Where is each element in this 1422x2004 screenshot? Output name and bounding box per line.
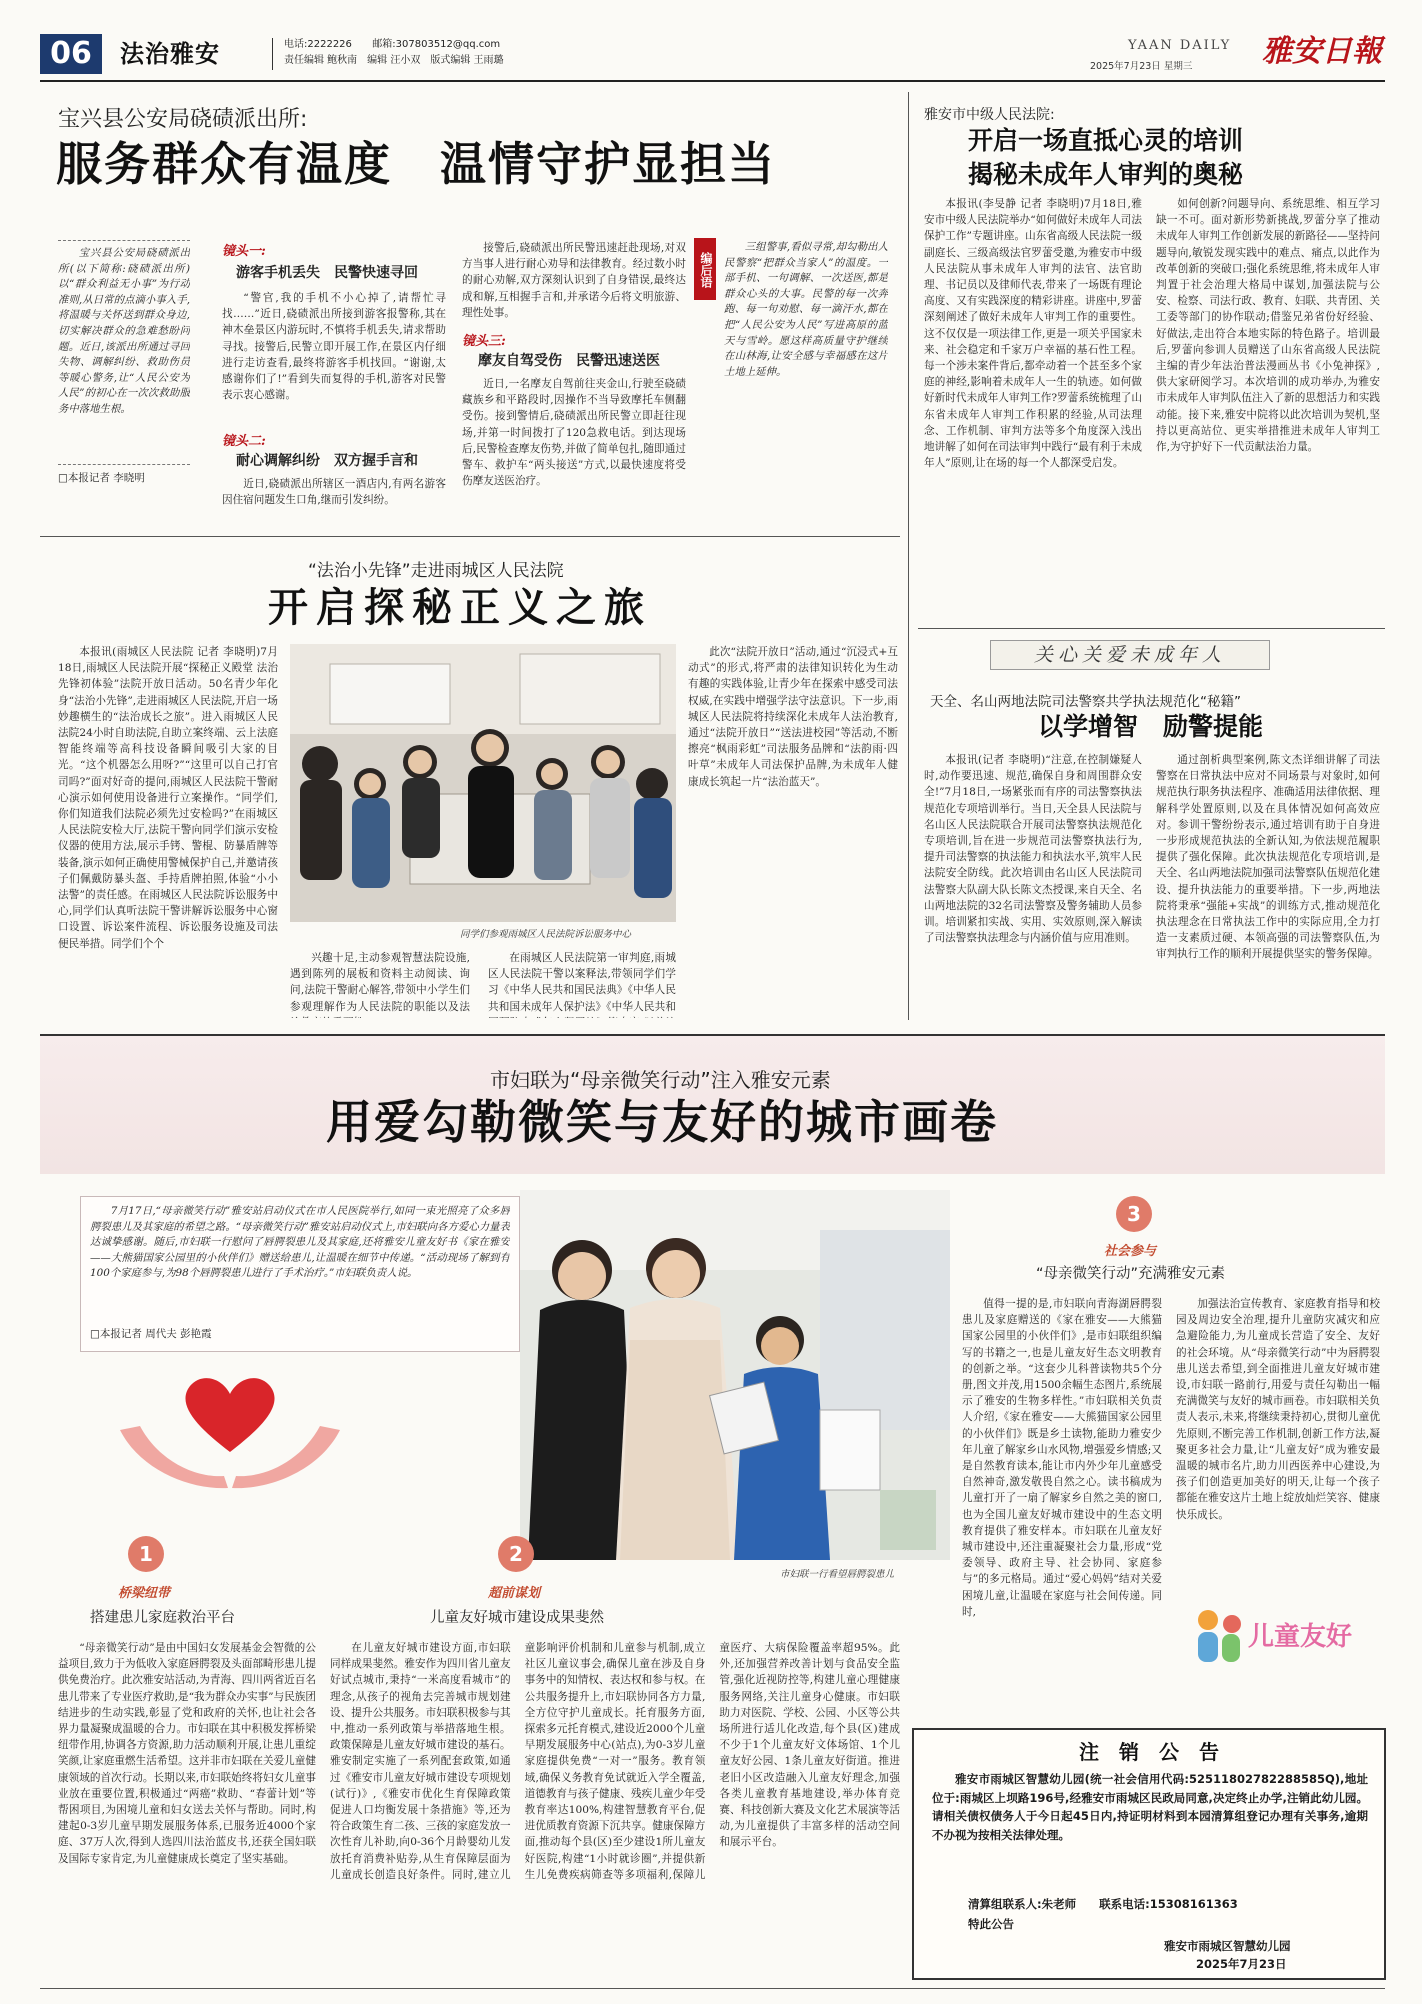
scene3-head: [462, 330, 506, 349]
notice-signer: 雅安市雨城区智慧幼儿园: [1164, 1939, 1291, 1953]
editor-note-tag: 编后语: [694, 238, 716, 300]
scene2-label: 镜头二:: [222, 434, 266, 449]
story5-lead: 7月17日,“母亲微笑行动”雅安站启动仪式在市人民医院举行,如同一束光照亮了众多唇腭裂患儿及其家庭的希望之路。“母亲微笑行动”雅安站启动仪式上,市妇联向各方爱心力量表达诚挚感谢。随后,市妇联一行慰问了唇腭裂患儿及其家庭,还将雅安儿童友好书《家在雅安——大熊猫国家公园里的小伙伴们》赠送给患儿,让温暖在细节中传递。“活动现场了解到有100个家庭参与,为98个唇腭裂患儿进行了手术治疗。”市妇联负责人说。: [90, 1205, 510, 1280]
heart-hands-icon: [110, 1360, 350, 1500]
page-bottom-rule: [40, 1988, 1385, 1989]
part1-text: “母亲微笑行动”是由中国妇女发展基金会智微的公益项目,致力于为低收入家庭唇腭裂及头面部畸形患儿提供免费治疗。此次雅安站活动,为青海、四川两省近百名患儿带来了专业医疗救助,是“我为群众办实事”与民族团结进步的生动实践,彰显了党和政府的关怀,也让社会各界力量凝聚成温暖的合力。市妇联在其中积极发挥桥梁纽带作用,协调各方资源,助力活动顺利开展,让患儿重绽笑颜,让家庭重燃生活希望。这并非市妇联在关爱儿童健康领域的首次行动。长期以来,市妇联始终将妇女儿童事业放在重要位置,积极通过“两癌”救助、“春蕾计划”等帮困项目,为困境儿童和妇女送去关怀与帮助。同时,构建起0-3岁儿童早期发展服务体系,已服务近4000个家庭、37万人次,得到人选四川法治蓝皮书,还获全国妇联及国际专家肯定,为儿童健康成长奠定了坚实基础。: [58, 1642, 316, 1865]
phone: 电话:2222226: [284, 39, 352, 50]
story1-right-rule: [908, 92, 909, 1020]
story4-col1: 本报讯(记者 李晓明)“注意,在控制嫌疑人时,动作要迅速、规范,确保自身和周围群众安全!”7月18日,一场紧张而有序的司法警察执法规范化专项培训举行。当日,天全县人民法院与名山区人民法院联合开展司法警察执法规范化专项培训,旨在进一步规范司法警察执法行为,提升司法警察的执法能力和执法水平,筑牢人民法院安全防线。此次培训由名山区人民法院司法警察大队副大队长陈文杰授课,来自天全、名山两地法院的32名司法警察及警务辅助人员参训。培训紧扣实战、实用、实效原则,深入解读了司法警察执法理念与内涵价值与应用准则。: [924, 754, 1142, 945]
story1-lead: 宝兴县公安局硗碛派出所(以下简称:硗碛派出所)以“群众利益无小事”为行动准则,从日常的点滴小事入手,将温暖与关怀送到群众身边,切实解决群众的急难愁盼问题。近日,该派出所通过寻回失物、调解纠纷、救助伤员等暖心警务,让“人民公安为人民”的初心在一次次救助服务中落地生根。: [58, 247, 190, 415]
story3-col4: 此次“法院开放日”活动,通过“沉浸式+互动式”的形式,将严肃的法律知识转化为生动有趣的实践体验,让青少年在探索中感受司法权威,在实践中增强学法守法意识。下一步,雨城区人民法院将持续深化未成年人法治教育,通过“法院开放日”“送法进校园”等活动,不断擦亮“枫雨彩虹”司法服务品牌和“法韵雨·四叶草”未成年人司法保护品牌,为未成年人健康成长筑起一片“法治蓝天”。: [688, 646, 898, 788]
heart-hands-illustration: [110, 1360, 350, 1500]
story4-col2: 通过剖析典型案例,陈文杰详细讲解了司法警察在日常执法中应对不同场景与对象时,如何规范执行职务执法程序、准确适用法律依据、理解科学处置原则,以及在具体情况如何高效应对。参训干警纷纷表示,通过培训有助于自身进一步形成规范执法的全新认知,为依法规范履职提供了强化保障。此次执法规范化专项培训,是天全、名山两地法院加强司法警察队伍规范化建设、提升执法能力的重要举措。下一步,两地法院将秉承“强能+实战”的训练方式,推动规范化执法理念在日常执法工作中的实际应用,全力打造一支素质过硬、本领高强的司法警察队伍,为审判执行工作的顺利开展提供坚实的警务保障。: [1156, 754, 1380, 961]
story1-bottom-rule: [40, 536, 900, 537]
notice-special: 特此公告: [968, 1917, 1014, 1931]
court-visit-illustration: [290, 644, 676, 922]
story5-rule-top: [40, 1034, 1385, 1036]
story4-headline: 以学增智 励警提能: [1038, 712, 1264, 741]
child-friendly-text: 儿童友好: [1248, 1622, 1353, 1652]
part1-title: 搭建患儿家庭救治平台: [90, 1610, 235, 1626]
story1-kicker: 宝兴县公安局硗碛派出所:: [58, 107, 308, 132]
story3-col1: 本报讯(雨城区人民法院 记者 李晓明)7月18日,雨城区人民法院开展“探秘正义殿堂 法治先锋初体验”法院开放日活动。50名青少年化身“法治小先锋”,走进雨城区人民法院,开启一场妙趣横生的“法治成长之旅”。进入雨城区人民法院24小时自助法院,自助立案终端、云上法庭智能终端等高科技设备瞬间吸引大家的目光。“这个机器怎么用呀?”“这里可以自己打官司吗?”面对好奇的提问,雨城区人民法院干警耐心演示如何使用设备进行立案操作。“同学们,你们知道我们法院必须先过安检吗?”在雨城区人民法院安检大厅,法院干警向同学们演示安检仪器的使用方法,展示手铐、警棍、防暴盾牌等装备,演示如何正确使用警械保护自己,并邀请孩子们佩戴防暴头盔、手持盾牌拍照,体验“小小法警”的责任感。在雨城区人民法院诉讼服务中心,同学们认真听法院干警讲解诉讼服务中心窗口设置、诉讼案件流程、诉讼服务设施及司法便民举措。同学们个个: [58, 646, 278, 950]
notice-text: 雅安市雨城区智慧幼儿园(统一社会信用代码:52511802782288585Q),地址位于:雨城区上坝路196号,经雅安市雨城区民政局同意,决定终止办学,注销此幼儿园。请相关债权债务人于今日起45日内,持证明材料到本园清算组登记办理有关事务,逾期不办视为按相关法律处理。: [932, 1772, 1368, 1842]
notice-title: 注 销 公 告: [1079, 1740, 1219, 1764]
story3-headline: 开启探秘正义之旅: [268, 584, 652, 631]
story5-kicker: 市妇联为“母亲微笑行动”注入雅安元素: [490, 1068, 831, 1092]
banner-minors-text: 关心关爱未成年人: [1033, 644, 1226, 666]
email: 邮箱:307803512@qq.com: [372, 39, 501, 50]
story2-headline-1: 开启一场直抵心灵的培训: [968, 126, 1244, 155]
story1-lead-rule-bottom: [58, 464, 190, 465]
part3-title: “母亲微笑行动”充满雅安元素: [1036, 1266, 1226, 1282]
scene3-text: 近日,一名摩友自驾前往夹金山,行驶至硗碛藏族乡和平路段时,因操作不当导致摩托车侧翻受伤。接到警情后,硗碛派出所民警立即赶往现场,并第一时间拨打了120急救电话。到达现场后,民警检查摩友伤势,并做了简单包扎,随即通过警车、救护车“两头接送”方式,以最快速度将受伤摩友送医治疗。: [462, 378, 686, 488]
banner-minors: [990, 640, 1270, 670]
story1-byline: □本报记者 李晓明: [58, 472, 145, 484]
story2-col1: 本报讯(李旻静 记者 李晓明)7月18日,雅安市中级人民法院举办“如何做好未成年人司法保护工作”专题讲座。山东省高级人民法院一级副庭长、三级高级法官罗蕾受邀,为雅安市中级人民法院从事未成年人审判的法官、法官助理、书记员以及律师代表,带来了一场既有理论高度、又有实践深度的精彩讲座。讲座中,罗蕾深刻阐述了做好未成年人审判工作的重要性。这不仅仅是一项法律工作,更是一项关乎国家未来、社会稳定和千家万户幸福的基石性工程。每一个涉未案件背后,都牵动着一个甚至多个家庭的神经,影响着未成年人一生的轨迹。如何做好新时代未成年人审判工作?罗蕾系统梳理了山东省未成年人审判工作积累的经验,从司法理念、工作机制、审判方法等多个角度深入浅出地讲解了如何在司法审判中践行“最有利于未成年人”原则,让在场的每一个人都深受启发。: [924, 198, 1142, 470]
scene1-text: “警官,我的手机不小心掉了,请帮忙寻找……”近日,硗碛派出所接到游客报警称,其在神木垒景区内游玩时,不慎将手机丢失,请求帮助寻找。接警后,民警立即开展工作,在景区内仔细进行走访查看,最终将游客手机找回。“谢谢,太感谢你们了!”看到失而复得的手机,游客对民警表示衷心感谢。: [222, 292, 446, 402]
contact-line: [284, 38, 500, 52]
scene1-label: 镜头一:: [222, 244, 266, 259]
part3-col1: 值得一提的是,市妇联向青海湖唇腭裂患儿及家庭赠送的《家在雅安——大熊猫国家公园里的小伙伴们》,是市妇联组织编写的书籍之一,也是儿童友好生态文明教育的创新之举。“这套少儿科普读物共5个分册,图文并茂,用1500余幅生态图片,系统展示了雅安的生物多样性。”市妇联相关负责人介绍,《家在雅安——大熊猫国家公园里的小伙伴们》既是乡土读物,能助力雅安少年儿童了解家乡山水风物,增强爱乡情感;又是自然教育读本,能让市内外少年儿童感受自然神奇,激发敬畏自然之心。读书稿成为儿童打开了一扇了解家乡自然之美的窗口,也为全国儿童友好城市建设中的生态文明教育提供了雅安样本。市妇联在儿童友好城市建设中,还注重凝聚社会力量,形成“党委领导、政府主导、社会协同、家庭参与”的多元格局。通过“爱心妈妈”结对关爱困境儿童,让温暖在家庭与社会间传递。同时,: [962, 1298, 1162, 1618]
paper-en: YAAN DAILY: [1128, 38, 1232, 53]
story5-byline: □本报记者 周代夫 彭艳霞: [90, 1328, 212, 1340]
page-number: 06: [40, 34, 102, 74]
part3-number: 3: [1116, 1196, 1152, 1232]
mothers-smile-photo: [520, 1190, 950, 1560]
cancellation-notice: [912, 1728, 1386, 1980]
story3-col2: 兴趣十足,主动参观智慧法院设施,遇到陈列的展板和资料主动阅读、询问,法院干警耐心解答,带领中小学生们参观理解作为人民法院的职能以及法: [290, 952, 470, 1013]
notice-contact: 清算组联系人:朱老师 联系电话:15308161363: [968, 1897, 1238, 1911]
mothers-smile-illustration: [520, 1190, 950, 1560]
part2-title: 儿童友好城市建设成果斐然: [430, 1610, 604, 1626]
part3-col2: 加强法治宣传教育、家庭教育指导和校园及周边安全治理,提升儿童防灾减灾和应急避险能力,为儿童成长营造了安全、友好的社会环境。从“母亲微笑行动”中为唇腭裂患儿送去希望,到全面推进儿童友好城市建设,市妇联一路前行,用爱与责任勾勒出一幅充满微笑与友好的城市画卷。市妇联相关负责人表示,未来,将继续秉持初心,贯彻儿童优先原则,不断完善工作机制,创新工作方法,凝聚更多社会力量,让“儿童友好”成为雅安最温暖的城市名片,助力川西医养中心建设,为孩子们创造更加美好的明天,让每一个孩子都能在雅安这片土地上绽放灿烂笑容、健康快乐成长。: [1176, 1298, 1380, 1521]
story1-lead-rule-top: [58, 240, 190, 241]
scene2-head: [222, 430, 266, 449]
story3-kicker: “法治小先锋”走进雨城区人民法院: [308, 561, 564, 581]
part1-label: 桥梁纽带: [118, 1586, 171, 1601]
story3-col3: 在雨城区人民法院第一审判庭,雨城区人民法院干警以案释法,带领同学们学习《中华人民共和国民法典》《中华人民共和国未成年人保护法》《中华人民共和: [488, 952, 676, 1013]
part2-text: 在儿童友好城市建设方面,市妇联同样成果斐然。雅安作为四川省儿童友好试点城市,秉持“一米高度看城市”的理念,从孩子的视角去完善城市规划建设、提升公共服务。市妇联积极参与其中,推动一系列政策与举措落地生根。政策保障是儿童友好城市建设的基石。雅安制定实施了一系列配套政策,如通过《雅安市儿童友好城市建设专项规划(试行)》,《雅安市优化生育保障政策促进人口均衡发展十条措施》等,还为符合政策生育二孩、三孩的家庭发放一次性育儿补助,向0-36个月龄婴幼儿发放托育消费补贴券,从生育保障层面为儿童成长创造良好条件。同时,建立儿童影响评价机制和儿童参与机制,成立社区儿童议事会,确保儿童在涉及自身事务中的知情权、表达权和参与权。在公共服务提升上,市妇联协同各方力量,全方位守护儿童成长。托育服务方面,探索多元托育模式,建设近2000个儿童早期发展服务中心(站点),为0-3岁儿童家庭提供免费“一对一”服务。教育领域,确保义务教育免试就近入学全覆盖,道德教育与孩子健康、残疾儿童少年受教育率达100%,构建智慧教育平台,促进优质教育资源下沉共享。健康保障方面,推动每个县(区)至少建设1所儿童友好医院,构建“1小时就诊圈”,并提供新生儿免费疾病筛查等多项福利,保障儿童医疗、大病保险覆盖率超95%。此外,还加强营养改善计划与食品安全监管,强化近视防控等,构建儿童心理健康服务网络,关注儿童身心健康。市妇联助力对医院、学校、公园、小区等公共场所进行适儿化改造,每个县(区)建成不少于1个儿童友好文体场馆、1个儿童友好公园、1条儿童友好街道。推进老旧小区改造融入儿童友好理念,加强各类儿童教育基地建设,举办体育竞赛、科技创新大赛及文化艺术展演等活动,为儿童提供了丰富多样的活动空间和展示平台。: [330, 1642, 900, 1881]
scene2-text: 近日,硗碛派出所辖区一酒店内,有两名游客因住宿问题发生口角,继而引发纠纷。: [222, 478, 446, 507]
masthead-rule: [40, 80, 1385, 82]
paper-logo: 雅安日報: [1262, 34, 1382, 69]
story2-headline-2: 揭秘未成年人审判的奥秘: [968, 160, 1244, 189]
section-name: 法治雅安: [120, 40, 220, 68]
scene1-title: 游客手机丢失 民警快速寻回: [236, 265, 418, 281]
section-divider: [272, 38, 273, 70]
story1-headline: 服务群众有温度 温情守护显担当: [56, 137, 776, 191]
editor-note-text: 三组警事,看似寻常,却勾勒出人民警察“把群众当家人”的温度。一部手机、一句调解、一次送医,都是群众心头的大事。民警的每一次奔跑、每一句劝慰、每一滴汗水,都在把“人民公安为人民”写进高原的蓝天与雪岭。愿这样高质量守护继续在山林海,让安全感与幸福感在这片土地上延伸。: [724, 241, 888, 378]
story1-col2: 接警后,硗碛派出所民警迅速赶赴现场,对双方当事人进行耐心劝导和法律教育。经过数小时的耐心劝解,双方深刻认识到了自身错误,最终达成和解,互相握手言和,并承诺今后将文明旅游、理性处事。: [462, 242, 686, 319]
scene3-title: 摩友自驾受伤 民警迅速送医: [478, 353, 660, 369]
court-visit-caption: 同学们参观雨城区人民法院诉讼服务中心: [460, 929, 632, 940]
story2-bottom-rule: [918, 628, 1385, 629]
part1-number: 1: [128, 1536, 164, 1572]
child-friendly-icon: [1190, 1602, 1250, 1672]
story2-kicker: 雅安市中级人民法院:: [924, 107, 1055, 123]
issue-date: 2025年7月23日 星期三: [1090, 61, 1193, 72]
scene1-head: [222, 240, 266, 259]
story4-kicker: 天全、名山两地法院司法警察共学执法规范化“秘籍”: [930, 694, 1241, 710]
part2-label: 超前谋划: [488, 1586, 541, 1601]
court-visit-photo: [290, 644, 676, 922]
story2-col2: 如何创新?问题导向、系统思维、相互学习缺一不可。面对新形势新挑战,罗蕾分享了推动未成年人审判工作创新发展的新路径——坚持问题导向,敏锐发现实践中的难点、痛点,以此作为改革创新的突破口;强化系统思维,将未成年人审判置于社会治理大格局中谋划,加强法院与公安、检察、司法行政、教育、妇联、共青团、关工委等部门的协作联动;借鉴兄弟省份好经验、好做法,走出符合本地实际的特色路子。培训最后,罗蕾向参训人员赠送了山东省高级人民法院主编的青少年法治普法漫画丛书《小兔神探》,供大家研阅学习。本次培训的成功举办,为雅安市未成年人审判队伍注入了新的思想活力和实践动能。接下来,雅安中院将以此次培训为契机,坚持以更高站位、更实举措推进未成年人审判工作,为守护好下一代贡献法治力量。: [1156, 198, 1380, 454]
scene3-label: 镜头三:: [462, 334, 506, 349]
part3-label: 社会参与: [1104, 1244, 1157, 1259]
part2-number: 2: [498, 1536, 534, 1572]
masthead: [40, 34, 1385, 76]
notice-date: 2025年7月23日: [1196, 1957, 1287, 1971]
child-friendly-sticker: [1190, 1598, 1380, 1678]
mothers-smile-caption: 市妇联一行看望唇腭裂患儿: [780, 1569, 895, 1580]
editors-line: 责任编辑 鲍秋南 编辑 汪小双 版式编辑 王雨璐: [284, 55, 504, 66]
scene2-title: 耐心调解纠纷 双方握手言和: [236, 453, 418, 469]
editor-note: [694, 238, 894, 512]
story5-headline: 用爱勾勒微笑与友好的城市画卷: [326, 1095, 998, 1149]
